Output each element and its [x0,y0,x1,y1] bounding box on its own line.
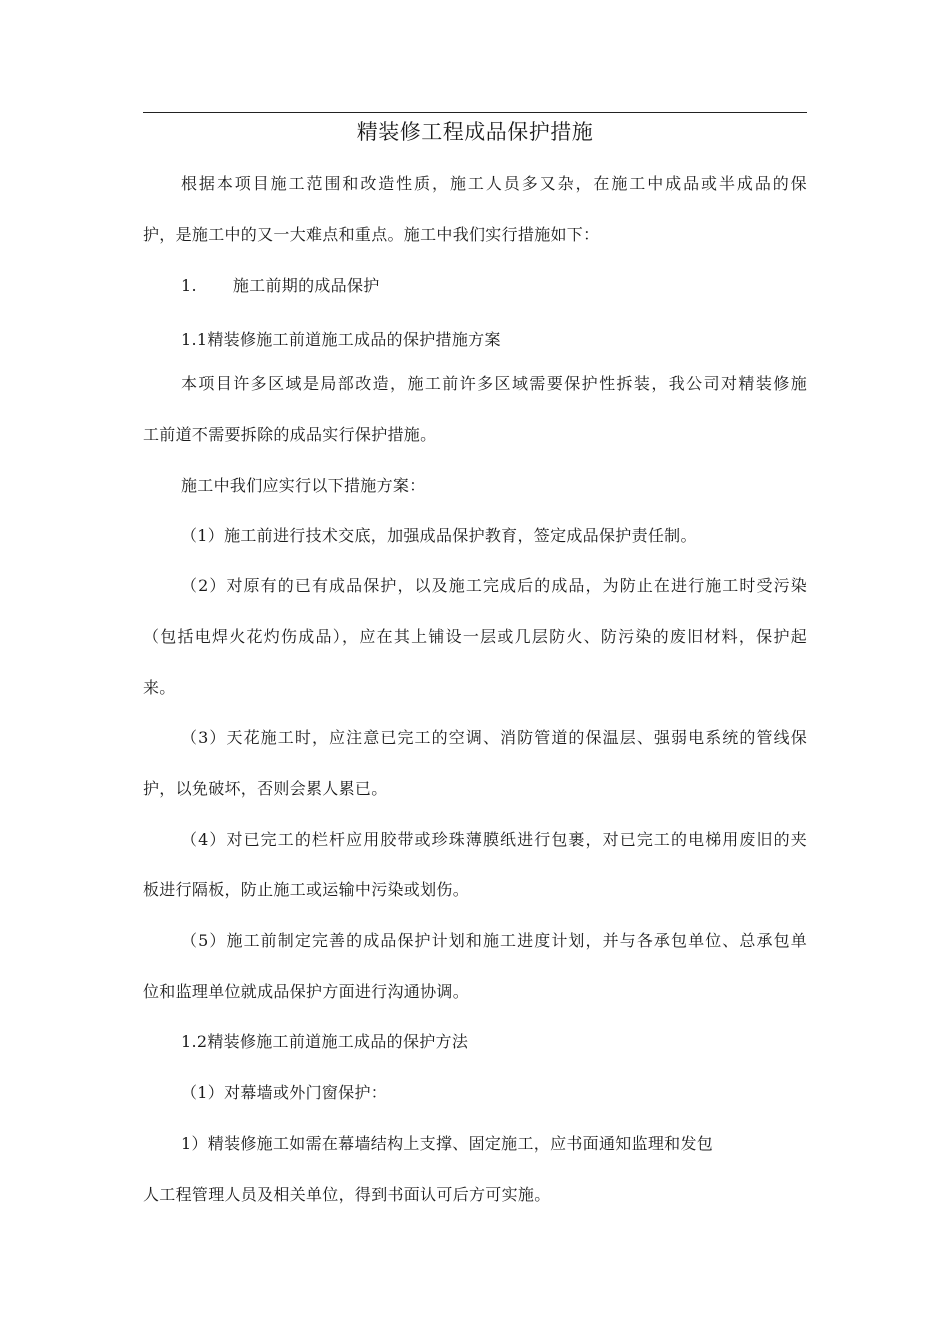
paragraph-line: 来。 [143,678,176,697]
paragraph-line: 工前道不需要拆除的成品实行保护措施。 [143,425,437,444]
list-item: （4）对已完工的栏杆应用胶带或珍珠薄膜纸进行包裹，对已完工的电梯用废旧的夹 [181,830,807,849]
section-heading [181,275,380,297]
paragraph-line: 本项目许多区域是局部改造，施工前许多区域需要保护性拆装，我公司对精装修施 [181,374,807,393]
list-item: （1）施工前进行技术交底，加强成品保护教育，签定成品保护责任制。 [181,526,697,545]
list-item: （3）天花施工时，应注意已完工的空调、消防管道的保温层、强弱电系统的管线保 [181,728,807,747]
paragraph-line: 人工程管理人员及相关单位，得到书面认可后方可实施。 [143,1185,551,1204]
paragraph-line: （包括电焊火花灼伤成品），应在其上铺设一层或几层防火、防污染的废旧材料，保护起 [143,627,807,646]
list-item: 1）精装修施工如需在幕墙结构上支撑、固定施工，应书面通知监理和发包 [181,1134,714,1153]
subsection-heading: 1.2精装修施工前道施工成品的保护方法 [181,1032,469,1051]
list-item: （1）对幕墙或外门窗保护： [181,1083,388,1102]
paragraph-line: 护，是施工中的又一大难点和重点。施工中我们实行措施如下： [143,225,600,244]
paragraph-line: 根据本项目施工范围和改造性质，施工人员多又杂，在施工中成品或半成品的保 [181,174,807,193]
list-item: （5）施工前制定完善的成品保护计划和施工进度计划，并与各承包单位、总承包单 [181,931,807,950]
header-rule [143,112,807,113]
section-heading-text: 施工前期的成品保护 [232,276,380,295]
section-number: 1. [181,276,197,295]
paragraph-line: 板进行隔板，防止施工或运输中污染或划伤。 [143,880,470,899]
subsection-heading: 1.1精装修施工前道施工成品的保护措施方案 [181,330,501,349]
list-item: （2）对原有的已有成品保护，以及施工完成后的成品，为防止在进行施工时受污染 [181,576,807,595]
page-title: 精装修工程成品保护措施 [356,120,594,144]
paragraph-line: 护，以免破坏，否则会累人累已。 [143,779,388,798]
paragraph-line: 施工中我们应实行以下措施方案： [181,476,426,495]
paragraph-line: 位和监理单位就成品保护方面进行沟通协调。 [143,982,470,1001]
